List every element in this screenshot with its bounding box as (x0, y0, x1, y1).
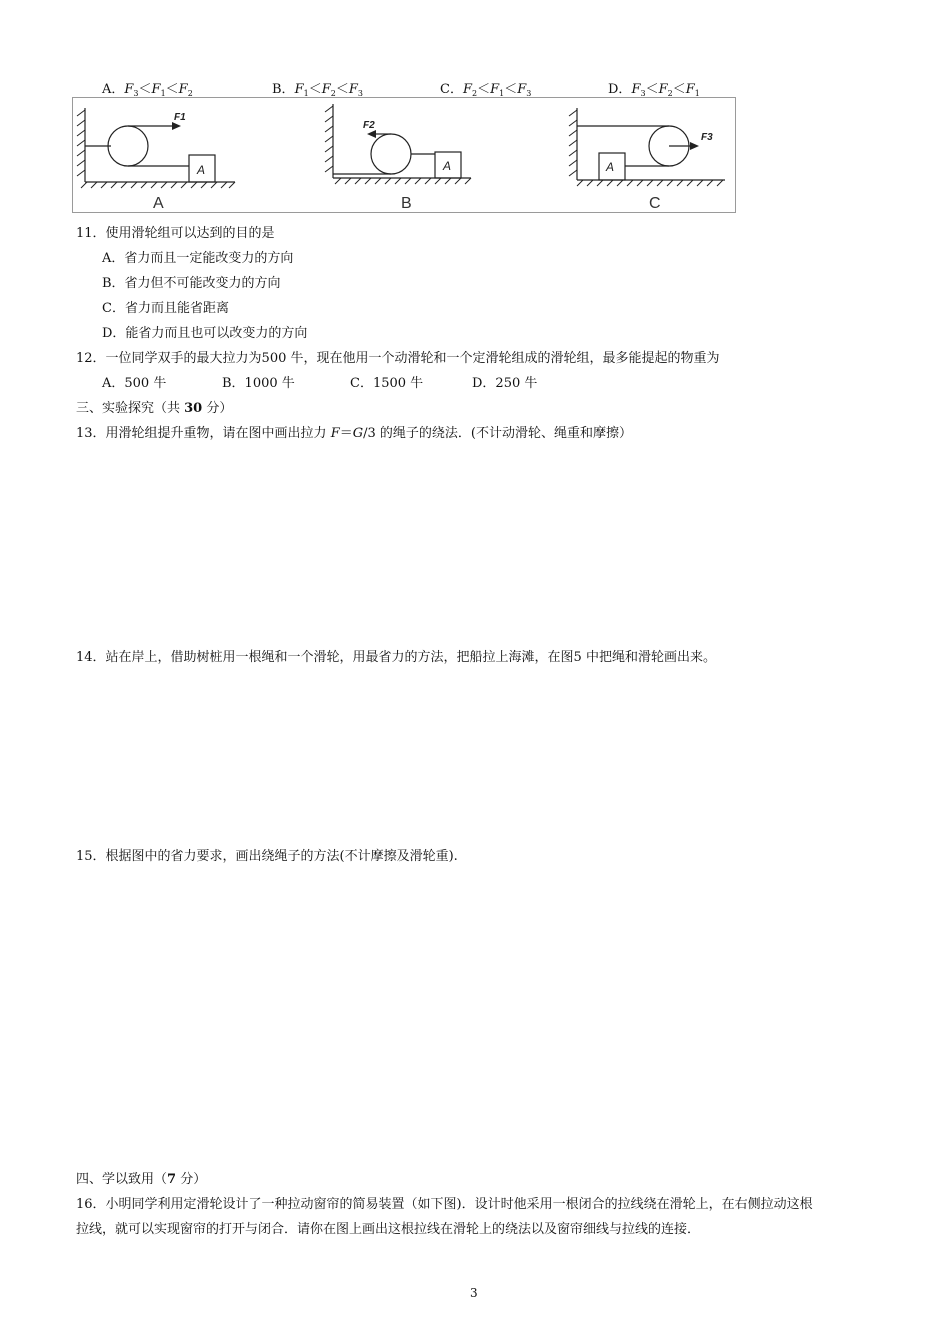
q16-line-2: 拉线，就可以实现窗帘的打开与闭合．请你在图上画出这根拉线在滑轮上的绕法以及窗帘细线与拉线的连接． (76, 1222, 701, 1237)
figure-label-c: C (649, 195, 661, 212)
section-4-heading: 四、学以致用（7 分） (76, 1172, 207, 1187)
figure-label-a: A (153, 195, 164, 212)
q12-option-d: D．250 牛 (472, 376, 538, 391)
diagram-c (569, 108, 725, 212)
pulley-figure (72, 97, 736, 213)
q10-option-b: B．$F_1<F_2<F_3$ (272, 82, 363, 98)
q10-option-a: A．$F_3<F_1<F_2$ (102, 82, 193, 98)
q13-stem: 13．用滑轮组提升重物，请在图中画出拉力 F＝G/3 的绳子的绕法．(不计动滑轮、绳重和摩擦） (76, 426, 632, 441)
q11-option-d: D．能省力而且也可以改变力的方向 (102, 326, 308, 341)
q11-option-a: A．省力而且一定能改变力的方向 (102, 251, 294, 266)
force-label-a: F1 (174, 112, 186, 123)
q15-stem: 15．根据图中的省力要求，画出绕绳子的方法(不计摩擦及滑轮重). (76, 849, 458, 864)
pulley-a (108, 126, 148, 166)
block-a-label: A (197, 163, 206, 177)
q10-option-d: D．$F_3<F_2<F_1$ (608, 82, 700, 98)
section-3-heading: 三、实验探究（共 30 分） (76, 401, 233, 416)
q11-option-c: C．省力而且能省距离 (102, 301, 229, 316)
q12-option-c: C．1500 牛 (350, 376, 424, 391)
force-label-c: F3 (701, 132, 713, 143)
q14-stem: 14．站在岸上，借助树桩用一根绳和一个滑轮，用最省力的方法，把船拉上海滩，在图5 中把绳和滑轮画出来。 (76, 650, 716, 665)
q12-stem: 12．一位同学双手的最大拉力为500 牛，现在他用一个动滑轮和一个定滑轮组成的滑轮组，最多能提起的物重为 (76, 351, 720, 366)
q10-option-c: C．$F_2<F_1<F_3$ (440, 82, 532, 98)
q11-option-b: B．省力但不可能改变力的方向 (102, 276, 281, 291)
q11-stem: 11．使用滑轮组可以达到的目的是 (76, 226, 275, 241)
force-label-b: F2 (363, 120, 375, 131)
q16-line-1: 16．小明同学利用定滑轮设计了一种拉动窗帘的简易装置（如下图)．设计时他采用一根闭合的拉线绕在滑轮上，在右侧拉动这根 (76, 1197, 813, 1212)
page-number: 3 (470, 1286, 478, 1300)
diagram-b (325, 104, 471, 212)
pulley-b (371, 134, 411, 174)
figure-label-b: B (401, 195, 412, 212)
q12-option-a: A．500 牛 (102, 376, 167, 391)
block-b-label: A (443, 159, 452, 173)
q12-option-b: B．1000 牛 (222, 376, 295, 391)
block-c-label: A (606, 160, 615, 174)
pulley-diagrams (73, 98, 735, 212)
diagram-a (77, 108, 235, 212)
